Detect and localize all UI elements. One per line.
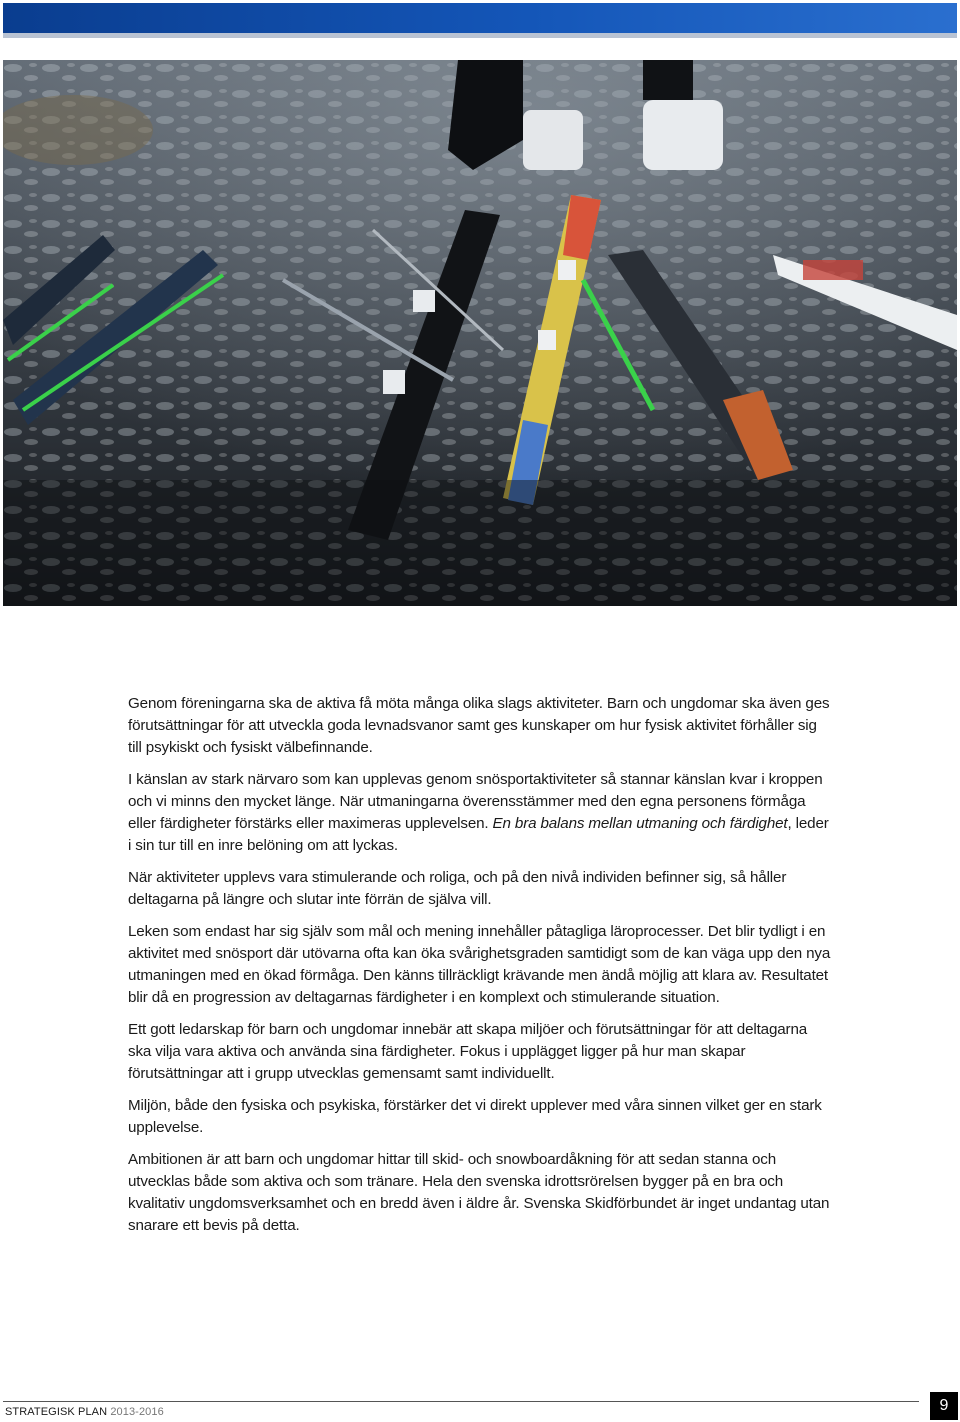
body-paragraph: [128, 1019, 832, 1085]
body-paragraph: [128, 921, 832, 1009]
ski-photo-icon: [3, 60, 957, 606]
paragraph-text: När aktiviteter upplevs vara stimulerande och roliga, och på den nivå individen befinner sig, så håller deltagarna på längre och slutar inte förrän de själva vill.: [128, 869, 787, 908]
emphasis-text: En bra balans mellan utmaning och färdighet: [492, 815, 788, 832]
paragraph-text: Genom föreningarna ska de aktiva få möta många olika slags aktiviteter. Barn och ungdomar ska även ges förutsättningar för att utveckla goda levnadsvanor samt ges kunskaper om hur fysisk aktivitet förhåller sig till psykiskt och fysiskt välbefinnande.: [128, 695, 830, 756]
page-number: 9: [930, 1392, 958, 1420]
body-paragraph: [128, 769, 832, 857]
paragraph-text: , leder i sin tur till en inre belöning om att lyckas.: [128, 815, 829, 854]
header-bar: [3, 3, 957, 33]
body-paragraph: [128, 1149, 832, 1237]
paragraph-text: Miljön, både den fysiska och psykiska, förstärker det vi direkt upplever med våra sinnen vilket ger en stark upplevelse.: [128, 1097, 822, 1136]
body-paragraph: [128, 1095, 832, 1139]
header-accent-line: [3, 33, 957, 38]
paragraph-text: Ambitionen är att barn och ungdomar hittar till skid- och snowboardåkning för att sedan stanna och utvecklas både som aktiva och som tränare. Hela den svenska idrottsrörelsen bygger på en bra och kvalitativ ungdomsverksamhet och en bredd även i äldre år. Svenska Skidförbundet är inget undantag utan snarare ett bevis på detta.: [128, 1151, 830, 1234]
paragraph-text: I känslan av stark närvaro som kan upplevas genom snösportaktiviteter så stannar känslan kvar i kroppen och vi minns den mycket länge. När utmaningarna överensstämmer med den egna personens förmåga eller färdigheter förstärks eller maximeras upplevelsen.: [128, 771, 823, 832]
footer-years: 2013-2016: [110, 1406, 164, 1418]
footer-rule: [3, 1401, 919, 1402]
body-paragraph: [128, 693, 832, 759]
body-text: [128, 693, 832, 1247]
body-paragraph: [128, 867, 832, 911]
paragraph-text: Leken som endast har sig själv som mål och mening innehåller påtagliga läroprocesser. Det blir tydligt i en aktivitet med snösport där utövarna ofta kan öka svårighetsgraden samtidigt som de kan väga upp den nya utmaningen med en ökad förmåga. Den känns tillräckligt krävande men ändå möjlig att klara av. Resultatet blir då en progression av deltagarnas färdigheter i en komplext och stimulerande situation.: [128, 923, 831, 1006]
footer-label: [5, 1406, 164, 1418]
paragraph-text: Ett gott ledarskap för barn och ungdomar innebär att skapa miljöer och förutsättningar för att deltagarna ska vilja vara aktiva och använda sina färdigheter. Fokus i upplägget ligger på hur man skapar förutsättningar att i grupp utvecklas gemensamt samt individuellt.: [128, 1021, 808, 1082]
skis-in-snow-photo: [3, 60, 957, 606]
footer-title: STRATEGISK PLAN: [5, 1406, 108, 1418]
